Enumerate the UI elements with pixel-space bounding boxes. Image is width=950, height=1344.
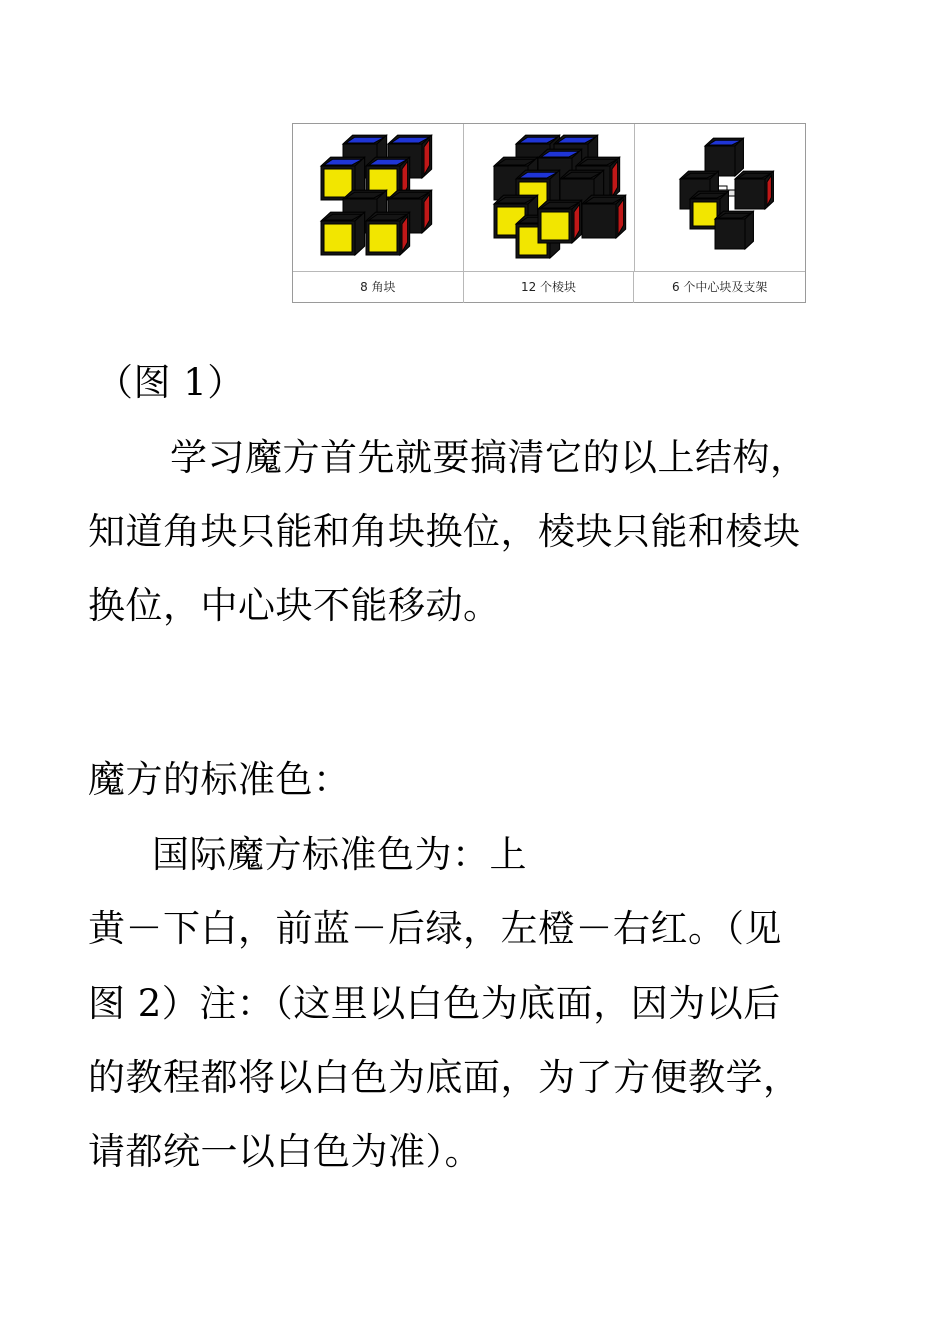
paragraph-line: 的教程都将以白色为底面，为了方便教学， xyxy=(88,1056,801,1099)
corner-pieces-image xyxy=(293,124,464,271)
caption-corners: 8 角块 xyxy=(293,272,464,303)
paragraph-line: 国际魔方标准色为：上 xyxy=(152,833,527,876)
paragraph-line: 换位，中心块不能移动。 xyxy=(88,584,501,627)
paragraph-line: 请都统一以白色为准）。 xyxy=(88,1130,482,1173)
paragraph-line: 图 2）注：（这里以白色为底面，因为以后 xyxy=(88,982,781,1025)
figure-captions xyxy=(293,271,805,303)
cube-structure-figure xyxy=(292,123,806,303)
paragraph-line: 学习魔方首先就要搞清它的以上结构， xyxy=(170,436,808,479)
caption-centers: 6 个中心块及支架 xyxy=(671,280,768,294)
paragraph-line: 黄－下白，前蓝－后绿，左橙－右红。（见 xyxy=(88,907,782,950)
section-heading: 魔方的标准色： xyxy=(88,758,351,801)
edge-pieces-image xyxy=(464,124,635,271)
center-pieces-image xyxy=(635,124,806,271)
figure-label: （图 1） xyxy=(96,361,245,404)
caption-edges: 12 个棱块 xyxy=(464,272,635,303)
paragraph-line: 知道角块只能和角块换位，棱块只能和棱块 xyxy=(88,510,801,553)
